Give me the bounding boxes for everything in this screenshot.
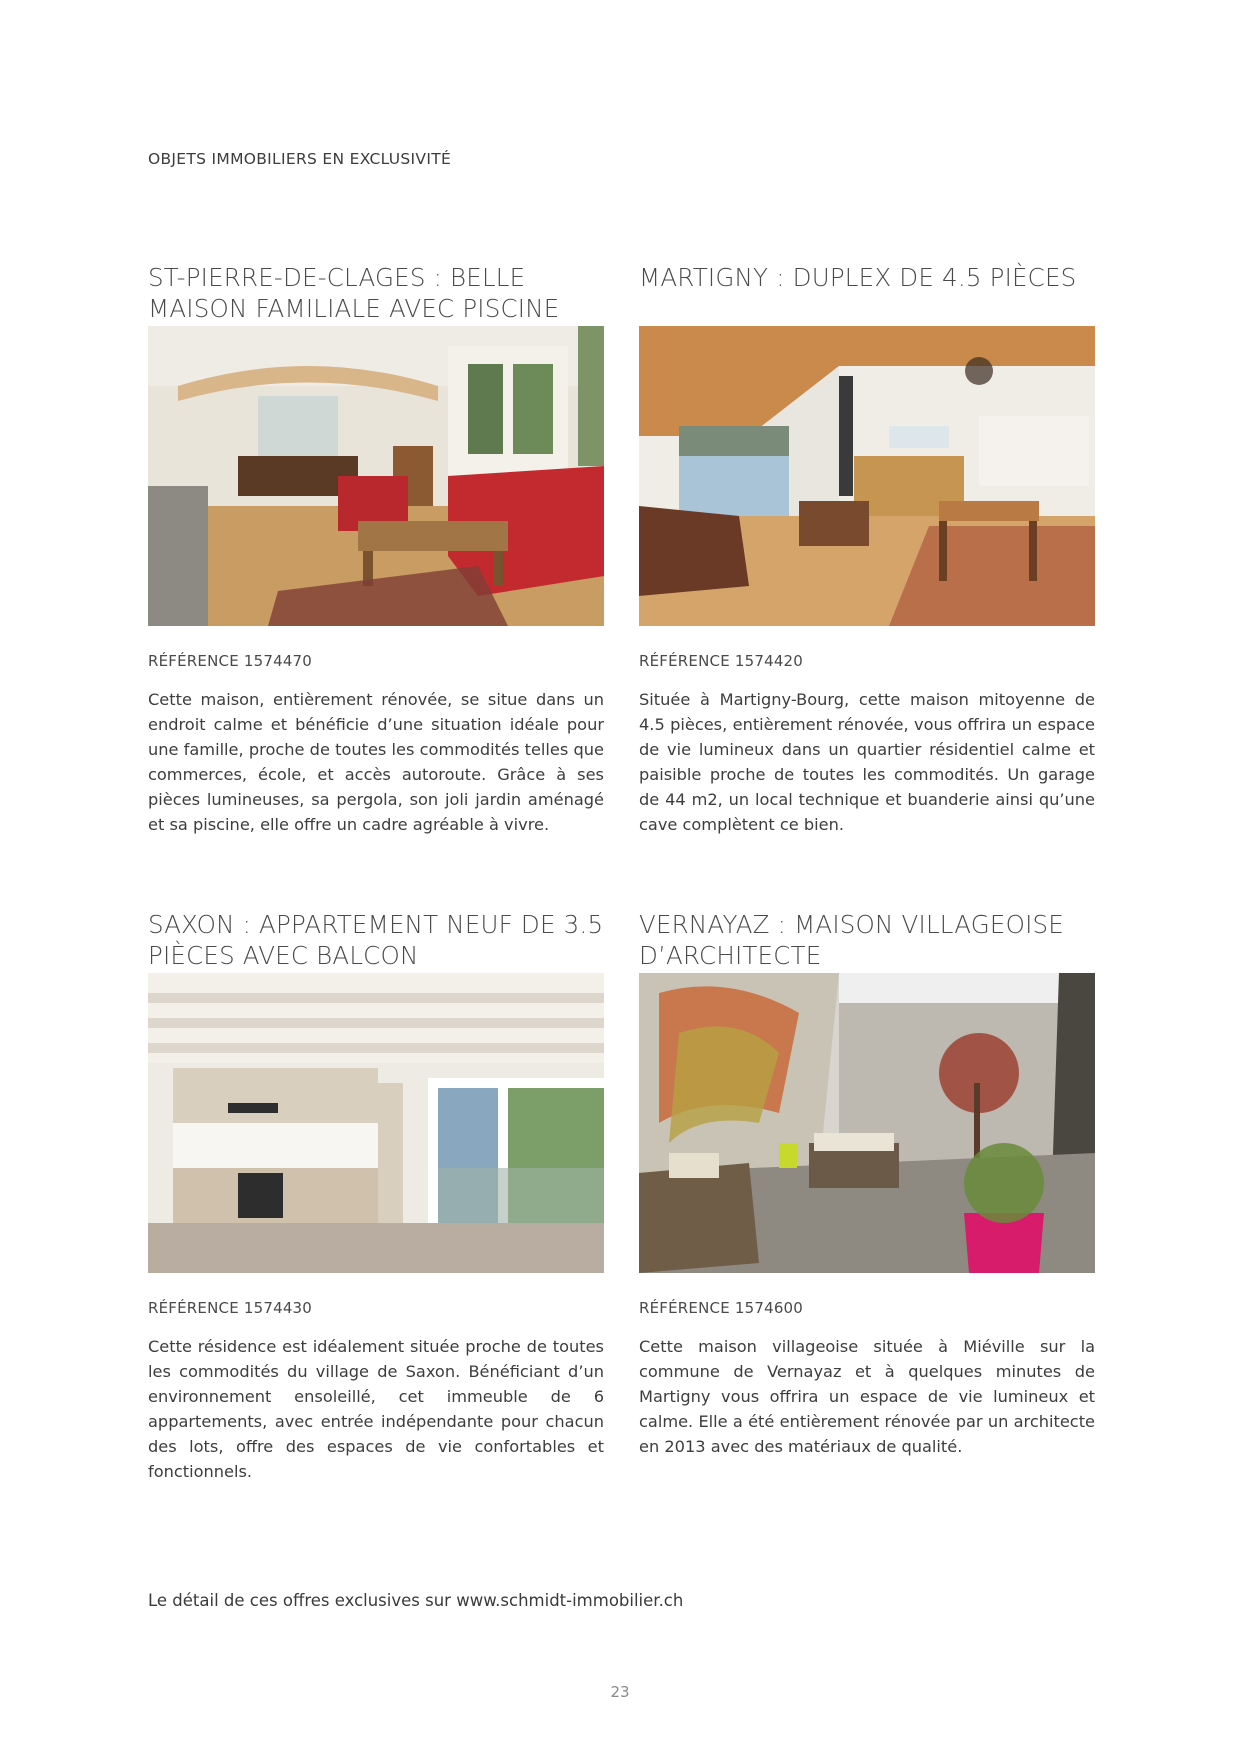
listing-card	[148, 909, 604, 1484]
listing-description: Située à Martigny-Bourg, cette maison mitoyenne de 4.5 pièces, entièrement rénovée, vous offrira un espace de vie lumineux dans un quartier résidentiel calme et paisible proche de toutes les commodités. Un garage de 44 m2, un local technique et buanderie ainsi qu’une cave complètent ce bien.	[639, 690, 1095, 834]
listing-title: ST-PIERRE-DE-CLAGES : BELLE MAISON FAMILIALE AVEC PISCINE	[148, 263, 560, 323]
terrace-photo	[639, 973, 1095, 1273]
listing-title: SAXON : APPARTEMENT NEUF DE 3.5 PIÈCES AVEC BALCON	[148, 910, 604, 970]
listing-reference: RÉFÉRENCE 1574470	[148, 652, 313, 670]
listing-card	[148, 262, 604, 837]
section-title: OBJETS IMMOBILIERS EN EXCLUSIVITÉ	[148, 150, 452, 168]
new-apartment-kitchen-photo	[148, 973, 604, 1273]
listing-description: Cette maison villageoise située à Miéville sur la commune de Vernayaz et à quelques minutes de Martigny vous offrira un espace de vie lumineux et calme. Elle a été entièrement rénovée par un architecte en 2013 avec des matériaux de qualité.	[639, 1337, 1095, 1456]
listing-reference: RÉFÉRENCE 1574600	[639, 1299, 804, 1317]
listing-reference: RÉFÉRENCE 1574420	[639, 652, 804, 670]
duplex-living-room-photo	[639, 326, 1095, 626]
listing-description: Cette maison, entièrement rénovée, se situe dans un endroit calme et bénéficie d’une situation idéale pour une famille, proche de toutes les commodités telles que commerces, école, et accès autoroute. Grâce à ses pièces lumineuses, sa pergola, son joli jardin aménagé et sa piscine, elle offre un cadre agréable à vivre.	[148, 690, 604, 834]
listing-title: VERNAYAZ : MAISON VILLAGEOISE D’ARCHITECTE	[639, 910, 1064, 970]
listing-description: Cette résidence est idéalement située proche de toutes les commodités du village de Saxon. Bénéficiant d’un environnement ensoleillé, cet immeuble de 6 appartements, avec entrée indépendante pour chacun des lots, offre des espaces de vie confortables et fonctionnels.	[148, 1337, 604, 1481]
listing-card	[639, 262, 1095, 837]
listing-card	[639, 909, 1095, 1459]
page-number: 23	[610, 1683, 630, 1701]
living-room-photo	[148, 326, 604, 626]
listing-title: MARTIGNY : DUPLEX DE 4.5 PIÈCES	[639, 263, 1077, 292]
listing-reference: RÉFÉRENCE 1574430	[148, 1299, 313, 1317]
footer-website-note: Le détail de ces offres exclusives sur www.schmidt-immobilier.ch	[148, 1591, 684, 1610]
